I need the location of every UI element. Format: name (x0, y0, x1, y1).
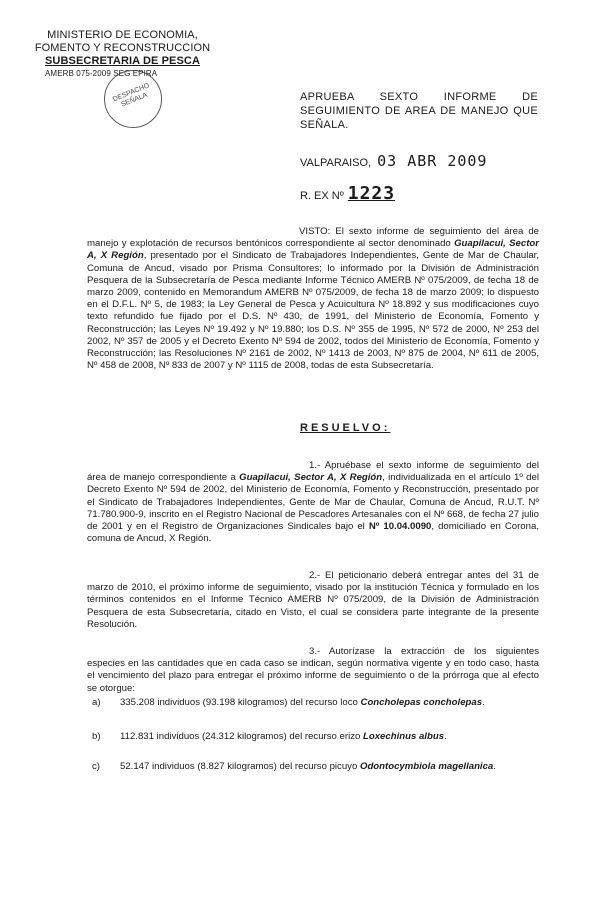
list-item (92, 697, 485, 709)
resolution-point-3: 3.- Autorízase la extracción de los siguientes especies en las cantidades que en cada caso se indican, según normativa vigente y en todo caso, hasta el vencimiento del plazo para entregar el próximo informe de seguimiento o de la prórroga que al efecto se otorgue: (87, 646, 539, 694)
visto-sector: Guapilacui, Sector A, X Región (87, 238, 539, 262)
item-species: Odontocymbiola magellanica (359, 761, 494, 772)
item-text: 52.147 individuos (8.827 kilogramos) del recurso picuyo (120, 761, 360, 772)
dispatch-stamp (104, 70, 162, 128)
item-species: Loxechinus albus (363, 731, 445, 742)
resolution-number (300, 183, 395, 204)
stamp-text: DESPACHO SEÑALA (112, 82, 151, 109)
item-text: 335.208 individuos (93.198 kilogramos) del recurso loco (120, 697, 361, 708)
p1-text-1: 1.- Apruébase el sexto informe de seguimiento del área de manejo correspondiente a (87, 460, 539, 484)
p1-text-2: , individualizada en el artículo 1º del Decreto Exento Nº 594 de 2002, del Ministerio de Economía, Fomento y Reconstrucción, presentado por el Sindicato de Trabajadores Independientes, Gente de Mar de Chaular, Comuna de Ancud, R.U.T. Nº 71.780.900-9, inscrito en el Registro Nacional de Pescadores Artesanales con el Nº 668, de fecha 27 julio de 2001 y en el Registro de Organizaciones Sindicales bajo el (87, 472, 539, 533)
item-letter: c) (92, 761, 100, 772)
p1-text-3: , domiciliado en Corona, comuna de Ancud, X Región. (87, 521, 539, 545)
item-end: . (493, 761, 496, 772)
p1-registry: Nº 10.04.0090 (368, 521, 432, 533)
resuelvo-heading: RESUELVO: (300, 422, 391, 434)
item-species: Concholepas concholepas (360, 697, 483, 708)
visto-text-2: , presentado por el Sindicato de Trabajadores Independientes, Gente de Mar de Chaular, Comuna de Ancud, visado por Prisma Consultores; lo informado por la División de Administración Pesquera de la Subsecretaría de Pesca mediante Informe Técnico AMERB Nº 075/2009, de fecha 18 de marzo 2009, contenido en Memorandum AMERB Nº 075/2009, de fecha 18 de marzo 2009; lo dispuesto en el D.F.L. Nº 5, de 1983; la Ley General de Pesca y Acuicultura Nº 18.892 y sus modificaciones cuyo texto refundido fue fijado por el D.S. Nº 430, de 1991, del Ministerio de Economía, Fomento y Reconstrucción; las Leyes Nº 19.492 y Nº 19.880; los D.S. Nº 355 de 1995, Nº 572 de 2000, Nº 253 del 2002, Nº 357 de 2005 y el Decreto Exento Nº 594 de 2002, todos del Ministerio de Economía, Fomento y Reconstrucción; las Resoluciones Nº 2161 de 2002, Nº 1413 de 2003, Nº 875 de 2004, Nº 611 de 2005, Nº 458 de 2008, Nº 833 de 2007 y Nº 1115 de 2008, todas de esta Subsecretaría. (87, 250, 539, 372)
item-letter: a) (92, 697, 101, 708)
reference-code: AMERB 075-2009 SEG EPIRA (45, 69, 158, 78)
p1-sector: Guapilacui, Sector A, X Región (239, 472, 383, 484)
ministry-line-2: FOMENTO Y RECONSTRUCCION (34, 42, 211, 54)
resolution-num: 1223 (347, 183, 396, 204)
document-title: APRUEBA SEXTO INFORME DE SEGUIMIENTO DE AREA DE MANEJO QUE SEÑALA. (300, 91, 538, 131)
resolution-point-1 (87, 460, 539, 545)
place: VALPARAISO, (300, 157, 372, 169)
list-item (92, 731, 447, 743)
list-item (92, 761, 496, 773)
resolution-label: R. EX Nº (300, 190, 344, 202)
resolution-point-2: 2.- El peticionario deberá entregar antes del 31 de marzo de 2010, el próximo informe de seguimiento, visado por la institución Técnica y formulado en los términos contenidos en el Informe Técnico AMERB Nº 075/2009, de la División de Administración Pesquera de esta Subsecretaría, citado en Visto, el cual se considera parte integrante de la presente Resolución. (87, 570, 539, 630)
ministry-line: MINISTERIO DE ECONOMIA, (47, 29, 198, 41)
item-end: . (444, 731, 447, 742)
stamped-date: 03 ABR 2009 (377, 152, 488, 170)
visto-paragraph (87, 226, 539, 372)
subsecretaria-line: SUBSECRETARIA DE PESCA (45, 55, 200, 67)
item-end: . (482, 697, 485, 708)
visto-text-1: VISTO: El sexto informe de seguimiento del área de manejo y explotación de recursos bentónicos correspondiente al sector denominado (87, 226, 539, 250)
item-text: 112.831 individuos (24.312 kilogramos) del recurso erizo (120, 731, 363, 742)
place-date (300, 152, 487, 170)
item-letter: b) (92, 731, 101, 742)
